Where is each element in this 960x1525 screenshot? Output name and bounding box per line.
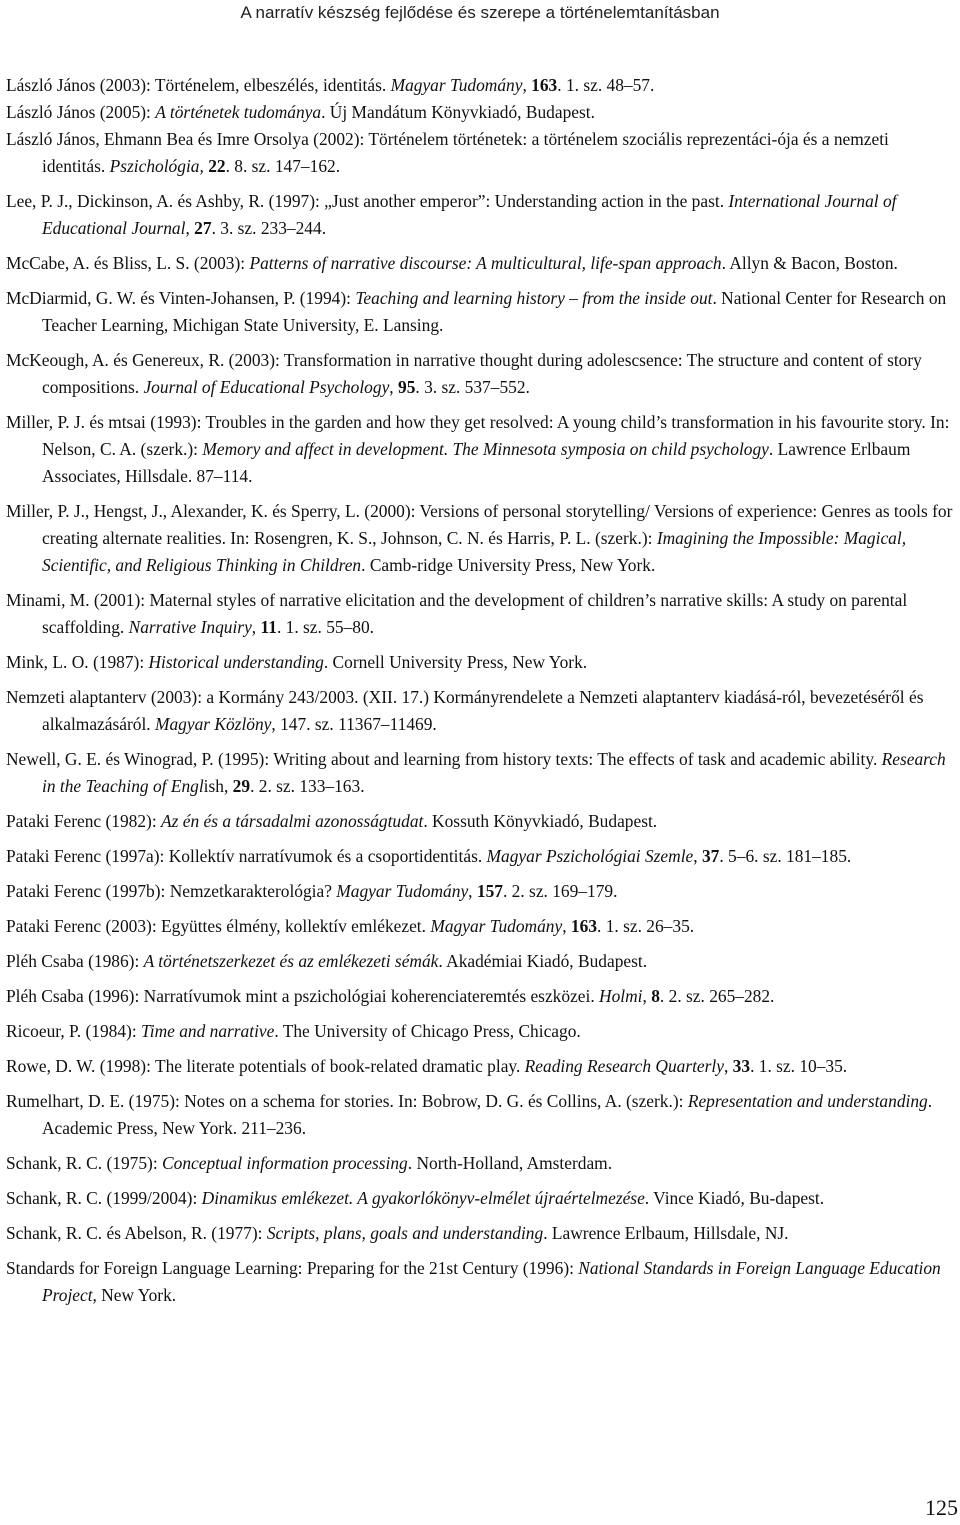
reference-text: Minami, M. (2001): Maternal styles of narrative elicitation and the development of children’s narrative skills: A study on parental scaffolding. — [6, 590, 908, 637]
reference-title: Memory and affect in development. The Minnesota symposia on child psychology — [202, 439, 769, 459]
reference-text: , — [723, 1056, 733, 1076]
reference-text: . 1. sz. 48–57. — [557, 75, 655, 95]
reference-text: Pataki Ferenc (1982): — [6, 811, 162, 831]
reference-text: . 3. sz. 233–244. — [211, 218, 327, 238]
reference-text: . 1. sz. 55–80. — [276, 617, 375, 637]
reference-entry — [6, 498, 954, 579]
reference-text: McKeough, A. és Genereux, R. (2003): Transformation in narrative thought during adolescsence: The structure and content of story compositions. — [6, 350, 922, 397]
reference-title: Magyar Tudomány — [336, 881, 469, 901]
reference-title: Time and narrative — [141, 1021, 275, 1041]
reference-text: Schank, R. C. (1975): — [6, 1153, 163, 1173]
reference-entry — [6, 99, 954, 126]
reference-text: . 2. sz. 265–282. — [659, 986, 775, 1006]
reference-list — [6, 72, 954, 1317]
reference-entry — [6, 649, 954, 676]
reference-title: Patterns of narrative discourse: A multicultural, life-span approach — [249, 253, 722, 273]
reference-title: Dinamikus emlékezet. A gyakorlókönyv-elmélet újraértelmezése — [201, 1188, 645, 1208]
reference-title: A történetszerkezet és az emlékezeti sémák — [143, 951, 439, 971]
reference-text: . Camb-ridge University Press, New York. — [361, 555, 656, 575]
reference-title: Historical understanding — [148, 652, 324, 672]
reference-text: , — [522, 75, 532, 95]
reference-text: Pléh Csaba (1986): — [6, 951, 144, 971]
reference-entry — [6, 72, 954, 99]
reference-text: . Allyn & Bacon, Boston. — [721, 253, 898, 273]
reference-entry — [6, 983, 954, 1010]
reference-entry — [6, 684, 954, 738]
reference-text: . 2. sz. 169–179. — [502, 881, 618, 901]
reference-text: Pataki Ferenc (1997a): Kollektív narratívumok és a csoportidentitás. — [6, 846, 487, 866]
reference-title: Reading Research Quarterly — [524, 1056, 724, 1076]
reference-entry — [6, 347, 954, 401]
reference-title: Imagining the Impossible: Magical, Scientific, and Religious Thinking in Children — [42, 528, 907, 575]
reference-entry — [6, 409, 954, 490]
reference-title: Magyar Pszichológiai Szemle — [486, 846, 694, 866]
reference-volume: 157 — [476, 881, 503, 901]
reference-text: . 5–6. sz. 181–185. — [719, 846, 852, 866]
reference-text: Mink, L. O. (1987): — [6, 652, 149, 672]
reference-entry — [6, 1088, 954, 1142]
reference-text: Miller, P. J. és mtsai (1993): Troubles in the garden and how they get resolved: A young child’s transformation in his favourite story. In: Nelson, C. A. (szerk.): — [6, 412, 950, 459]
reference-text: . North-Holland, Amsterdam. — [407, 1153, 613, 1173]
reference-text: , 147. sz. 11367–11469. — [271, 714, 437, 734]
reference-text: , — [642, 986, 652, 1006]
reference-text: Rowe, D. W. (1998): The literate potentials of book-related dramatic play. — [6, 1056, 525, 1076]
reference-text: Pataki Ferenc (1997b): Nemzetkarakterológia? — [6, 881, 337, 901]
reference-text: , — [468, 881, 477, 901]
reference-title: Teaching and learning history – from the inside out — [355, 288, 713, 308]
reference-text: László János, Ehmann Bea és Imre Orsolya (2002): Történelem történetek: a történelem szociális reprezentáci-ója és a nemzeti identitás. — [6, 129, 889, 176]
reference-entry — [6, 948, 954, 975]
reference-text: , New York. — [92, 1285, 177, 1305]
reference-title: International Journal of Educational Journal — [42, 191, 897, 238]
reference-text: . Kossuth Könyvkiadó, Budapest. — [423, 811, 658, 831]
reference-volume: 33 — [732, 1056, 751, 1076]
reference-text: . Lawrence Erlbaum, Hillsdale, NJ. — [543, 1223, 789, 1243]
reference-text: , — [693, 846, 702, 866]
reference-title: A történetek tudománya — [155, 102, 322, 122]
reference-entry — [6, 878, 954, 905]
reference-title: Journal of Educational Psychology — [143, 377, 390, 397]
reference-volume: 95 — [398, 377, 416, 397]
reference-text: Nemzeti alaptanterv (2003): a Kormány 243/2003. (XII. 17.) Kormányrendelete a Nemzeti alaptanterv kiadásá-ról, bevezetéséről és alkalmazásáról. — [6, 687, 924, 734]
reference-text: László János (2005): — [6, 102, 156, 122]
reference-text: . The University of Chicago Press, Chicago. — [274, 1021, 581, 1041]
reference-entry — [6, 188, 954, 242]
reference-text: Lee, P. J., Dickinson, A. és Ashby, R. (1997): „Just another emperor”: Understanding action in the past. — [6, 191, 729, 211]
reference-text: Schank, R. C. és Abelson, R. (1977): — [6, 1223, 267, 1243]
reference-entry — [6, 913, 954, 940]
reference-entry — [6, 1053, 954, 1080]
reference-text: . 2. sz. 133–163. — [250, 776, 365, 796]
reference-text: . Lawrence Erlbaum Associates, Hillsdale. 87–114. — [42, 439, 911, 486]
reference-text: , — [251, 617, 261, 637]
reference-entry — [6, 1150, 954, 1177]
reference-volume: 27 — [194, 218, 212, 238]
reference-text: Pléh Csaba (1996): Narratívumok mint a pszichológiai koherenciateremtés eszközei. — [6, 986, 600, 1006]
reference-entry — [6, 1255, 954, 1309]
reference-text: . Új Mandátum Könyvkiadó, Budapest. — [321, 102, 595, 122]
reference-text: László János (2003): Történelem, elbeszélés, identitás. — [6, 75, 391, 95]
reference-title: Conceptual information processing — [162, 1153, 408, 1173]
reference-text: ish, — [203, 776, 233, 796]
reference-volume: 11 — [260, 617, 277, 637]
reference-text: . 8. sz. 147–162. — [225, 156, 341, 176]
reference-text: Newell, G. E. és Winograd, P. (1995): Writing about and learning from history texts: The effects of task and academic ability. — [6, 749, 882, 769]
reference-volume: 163 — [531, 75, 558, 95]
reference-text: Pataki Ferenc (2003): Együttes élmény, kollektív emlékezet. — [6, 916, 431, 936]
reference-text: Standards for Foreign Language Learning: Preparing for the 21st Century (1996): — [6, 1258, 579, 1278]
reference-text: . Vince Kiadó, Bu-dapest. — [644, 1188, 825, 1208]
reference-text: . 1. sz. 26–35. — [597, 916, 695, 936]
reference-title: Holmi — [599, 986, 643, 1006]
reference-text: . National Center for Research on Teacher Learning, Michigan State University, E. Lansing. — [42, 288, 947, 335]
reference-title: National Standards in Foreign Language Education Project — [42, 1258, 941, 1305]
reference-text: McDiarmid, G. W. és Vinten-Johansen, P. (1994): — [6, 288, 356, 308]
reference-title: Magyar Tudomány — [430, 916, 563, 936]
page-number: 125 — [925, 1495, 958, 1520]
reference-text: . 1. sz. 10–35. — [750, 1056, 848, 1076]
reference-text: Ricoeur, P. (1984): — [6, 1021, 142, 1041]
reference-entry — [6, 1018, 954, 1045]
reference-title: Pszichológia, — [109, 156, 204, 176]
reference-text: . 3. sz. 537–552. — [415, 377, 530, 397]
reference-title: Az én és a társadalmi azonosságtudat — [161, 811, 424, 831]
reference-entry — [6, 808, 954, 835]
reference-entry — [6, 126, 954, 180]
reference-volume: 29 — [232, 776, 251, 796]
reference-text: Schank, R. C. (1999/2004): — [6, 1188, 202, 1208]
reference-title: Magyar Tudomány — [390, 75, 523, 95]
reference-text: , — [185, 218, 195, 238]
reference-text: Miller, P. J., Hengst, J., Alexander, K. és Sperry, L. (2000): Versions of personal storytelling/ Versions of experience: Genres as tools for creating alternate realities. In: Rosengren, K. S., Johnson, C. N. és Harris, P. L. (szerk.): — [6, 501, 953, 548]
reference-volume: 163 — [570, 916, 598, 936]
reference-entry — [6, 746, 954, 800]
reference-entry — [6, 285, 954, 339]
reference-volume: 8 — [651, 986, 660, 1006]
reference-entry — [6, 250, 954, 277]
reference-text: McCabe, A. és Bliss, L. S. (2003): — [6, 253, 250, 273]
reference-entry — [6, 843, 954, 870]
reference-text: . Cornell University Press, New York. — [323, 652, 588, 672]
reference-volume: 37 — [701, 846, 720, 866]
reference-entry — [6, 1185, 954, 1212]
reference-title: Magyar Közlöny — [154, 714, 272, 734]
reference-title: Research in the Teaching of Engl — [42, 749, 946, 796]
reference-volume: 22 — [208, 156, 226, 176]
reference-title: Scripts, plans, goals and understanding — [266, 1223, 544, 1243]
reference-text: . Academic Press, New York. 211–236. — [42, 1091, 933, 1138]
running-header: A narratív készség fejlődése és szerepe a történelemtanításban — [240, 3, 720, 22]
reference-text: , — [562, 916, 571, 936]
reference-entry — [6, 587, 954, 641]
reference-text: , — [389, 377, 398, 397]
reference-text: Rumelhart, D. E. (1975): Notes on a schema for stories. In: Bobrow, D. G. és Collins, A. (szerk.): — [6, 1091, 688, 1111]
reference-title: Narrative Inquiry — [128, 617, 252, 637]
reference-title: Representation and understanding — [687, 1091, 928, 1111]
reference-entry — [6, 1220, 954, 1247]
reference-text: . Akadémiai Kiadó, Budapest. — [438, 951, 648, 971]
